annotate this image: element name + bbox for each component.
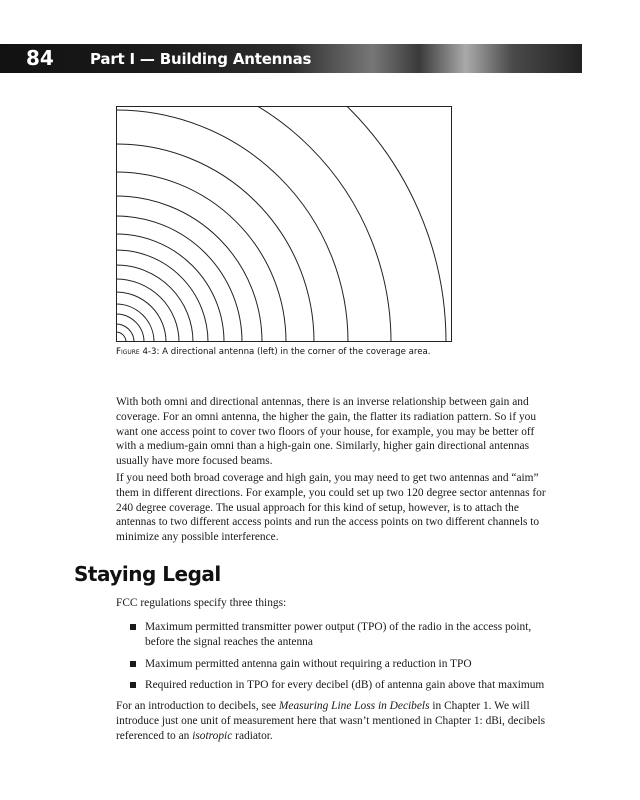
coverage-arc [116,106,446,342]
paragraph-gain-coverage: With both omni and directional antennas, there is an inverse relationship between gain and coverage. For an omni antenna, the higher the gain, the flatter its radiation pattern. So if you want one access point to cover two floors of your house, for example, you may be better off with a medium-gain omni than a high-gain one. Similarly, higher gain directional antennas usually have more focused beams. [116,396,537,468]
coverage-arc [116,216,242,342]
paragraph-two-antennas: If you need both broad coverage and high gain, you may need to get two antennas and “aim” them in different directions. For example, you could set up two 120 degree sector antennas for 240 degree coverage. The usual approach for this kind of setup, however, is to attach the antennas to two different access points and run the access points on two different channels to minimize any possible interference. [116,472,546,544]
coverage-diagram [116,106,452,342]
bullet-square-icon [130,624,136,630]
bullet-square-icon [130,661,136,667]
page-number: 84 [26,46,54,70]
figure-4-3 [116,106,452,342]
coverage-arc [116,144,314,342]
part-title: Part I — Building Antennas [90,50,312,68]
coverage-arc [116,304,154,342]
list-item: Required reduction in TPO for every decibel (dB) of antenna gain above that maximum [130,678,560,693]
fcc-list [130,620,560,700]
figure-caption [116,347,431,357]
coverage-arc [116,279,179,342]
running-header [0,44,582,73]
figure-caption-text: A directional antenna (left) in the corner of the coverage area. [162,347,431,357]
coverage-arc [116,265,193,342]
bullet-square-icon [130,682,136,688]
coverage-arc [116,324,134,342]
list-item: Maximum permitted antenna gain without requiring a reduction in TPO [130,657,560,672]
coverage-arc [116,172,286,342]
section-intro: FCC regulations specify three things: [116,597,287,609]
coverage-arc [116,110,348,342]
list-item: Maximum permitted transmitter power output (TPO) of the radio in the access point, before the signal reaches the antenna [130,620,560,650]
coverage-arc [116,332,126,342]
coverage-arc [116,250,208,342]
cross-reference: Measuring Line Loss in Decibels [278,700,430,712]
section-heading: Staying Legal [74,562,221,586]
coverage-arc [116,314,144,342]
term-isotropic: isotropic [192,729,233,742]
coverage-arc [116,292,166,342]
paragraph-decibels: For an introduction to decibels, see Measuring Line Loss in Decibels in Chapter 1. We will introduce just one unit of measurement here that wasn’t mentioned in Chapter 1: dBi, decibels referenced to an isotropic radiator. [116,700,546,742]
coverage-arc [116,106,391,342]
coverage-arc [116,234,224,342]
figure-label: Figure 4-3: [116,347,160,357]
